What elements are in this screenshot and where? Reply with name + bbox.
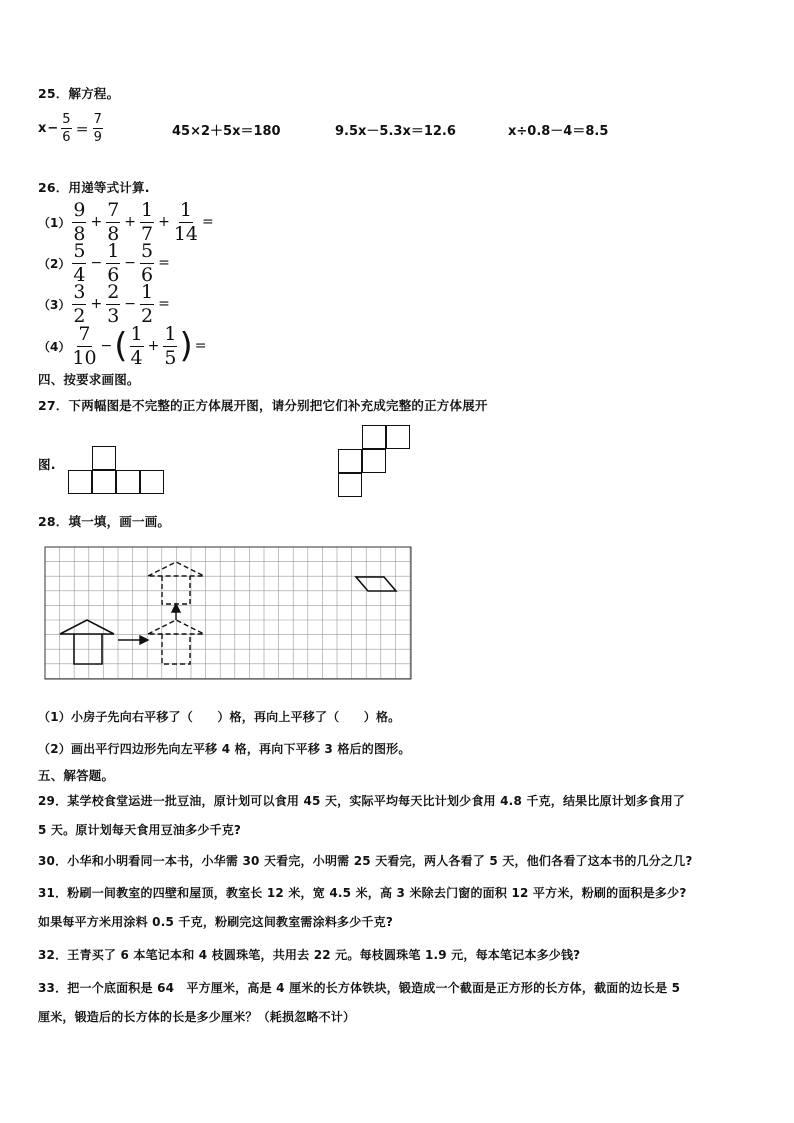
- q28-title: 28．填一填，画一画。: [38, 514, 171, 529]
- house-original: [60, 620, 114, 664]
- fraction: $\frac{7}{9}$: [93, 111, 102, 145]
- fraction: $\frac{5}{6}$: [141, 239, 154, 286]
- net-square: [68, 470, 92, 494]
- q31-line-2: 如果每平方米用涂料 0.5 千克，粉刷完这间教室需涂料多少千克?: [38, 915, 393, 929]
- q26-title: 26．用递等式计算.: [38, 180, 150, 195]
- section-4-heading: 四、按要求画图。: [38, 372, 140, 387]
- fraction: $\frac{1}{7}$: [141, 198, 154, 245]
- fraction: $\frac{1}{6}$: [107, 239, 120, 286]
- fraction: $\frac{7}{10}$: [72, 322, 97, 369]
- q26-item-2: （2） $\frac{5}{4}$ − $\frac{1}{6}$ − $\frac{5}{6}$ =: [38, 239, 170, 286]
- net-square: [362, 425, 386, 449]
- arrow-right-icon: [118, 636, 148, 644]
- q28-sub-2: （2）画出平行四边形先向左平移 4 格，再向下平移 3 格后的图形。: [38, 742, 411, 756]
- fraction: $\frac{5}{4}$: [73, 239, 86, 286]
- q30: 30．小华和小明看同一本书，小华需 30 天看完，小明需 25 天看完，两人各看了 5 天，他们各看了这本书的几分之几?: [38, 854, 693, 868]
- fraction: $\frac{1}{5}$: [164, 322, 177, 369]
- house-moved-right: [148, 620, 204, 664]
- equation-1: x − $\frac{5}{6}$ ＝ $\frac{7}{9}$: [38, 111, 102, 145]
- parallelogram: [356, 577, 396, 591]
- cube-net-1: [68, 446, 168, 496]
- fraction: $\frac{2}{3}$: [107, 280, 120, 327]
- net-square: [338, 473, 362, 497]
- house-moved-up: [148, 562, 204, 604]
- cube-net-2: [338, 425, 418, 500]
- translation-grid: [44, 546, 414, 682]
- q33-line-2: 厘米，锻造后的长方体的长是多少厘米？（耗损忽略不计）: [38, 1010, 356, 1024]
- equation-3: 9.5x－5.3x＝12.6: [335, 124, 456, 139]
- fraction: $\frac{9}{8}$: [73, 198, 86, 245]
- q27-title-cont: 图.: [38, 457, 56, 472]
- q26-item-3: （3） $\frac{3}{2}$ + $\frac{2}{3}$ − $\frac{1}{2}$ =: [38, 280, 170, 327]
- q33-line-1: 33．把一个底面积是 64 平方厘米，高是 4 厘米的长方体铁块，锻造成一个截面是正方形的长方体，截面的边长是 5: [38, 981, 681, 995]
- net-square: [92, 470, 116, 494]
- grid-lines: [45, 547, 411, 679]
- net-square: [116, 470, 140, 494]
- section-5-heading: 五、解答题。: [38, 768, 115, 783]
- fraction: $\frac{1}{14}$: [173, 198, 199, 245]
- q32: 32．王青买了 6 本笔记本和 4 枝圆珠笔，共用去 22 元。每枝圆珠笔 1.9 元，每本笔记本多少钱?: [38, 948, 581, 962]
- q29-line-1: 29．某学校食堂运进一批豆油，原计划可以食用 45 天，实际平均每天比计划少食用 4.8 千克，结果比原计划多食用了: [38, 794, 685, 808]
- q28-sub-1: （1）小房子先向右平移了（ ）格，再向上平移了（ ）格。: [38, 710, 401, 724]
- q27-title: 27．下两幅图是不完整的正方体展开图，请分别把它们补充成完整的正方体展开: [38, 398, 488, 413]
- arrow-up-icon: [172, 604, 180, 620]
- net-square: [386, 425, 410, 449]
- net-square: [338, 449, 362, 473]
- net-square: [92, 446, 116, 470]
- fraction: $\frac{7}{8}$: [107, 198, 120, 245]
- net-square: [140, 470, 164, 494]
- equation-2: 45×2＋5x＝180: [172, 124, 281, 139]
- q25-equations: [38, 110, 758, 150]
- q26-item-1: （1） $\frac{9}{8}$ + $\frac{7}{8}$ + $\frac{1}{7}$ + $\frac{1}{14}$ =: [38, 198, 214, 245]
- fraction: $\frac{1}{2}$: [141, 280, 154, 327]
- net-square: [362, 449, 386, 473]
- fraction: $\frac{3}{2}$: [73, 280, 86, 327]
- equation-4: x÷0.8－4＝8.5: [508, 124, 609, 139]
- fraction: $\frac{5}{6}$: [62, 111, 71, 145]
- q26-item-4: （4） $\frac{7}{10}$ − ( $\frac{1}{4}$ + $\frac{1}{5}$ ) =: [38, 322, 207, 369]
- q31-line-1: 31．粉刷一间教室的四壁和屋顶，教室长 12 米，宽 4.5 米，高 3 米除去门窗的面积 12 平方米，粉刷的面积是多少?: [38, 886, 687, 900]
- grid-border: [45, 547, 411, 679]
- fraction: $\frac{1}{4}$: [130, 322, 143, 369]
- q25-title: 25．解方程。: [38, 86, 120, 101]
- q29-line-2: 5 天。原计划每天食用豆油多少千克?: [38, 823, 242, 837]
